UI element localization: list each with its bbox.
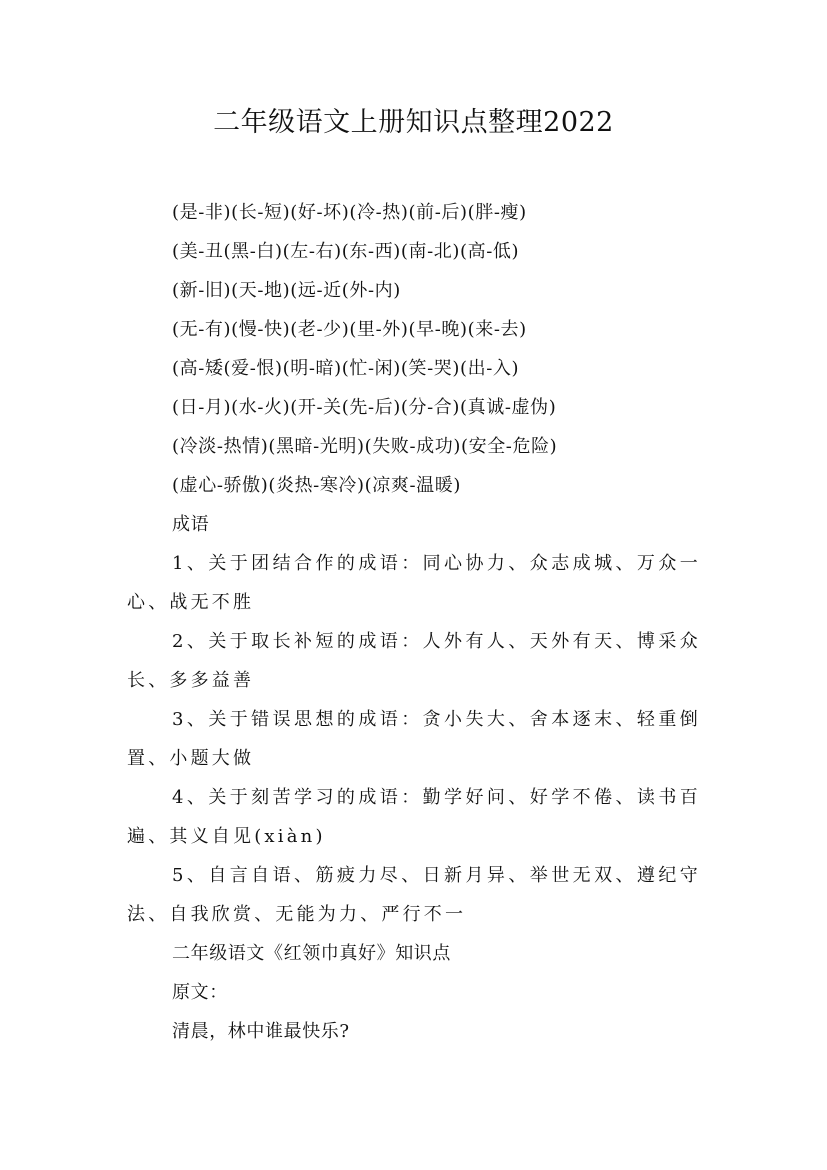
antonym-line: (新-旧)(天-地)(远-近(外-内) <box>172 280 401 301</box>
idiom-paragraph: 1、关于团结合作的成语：同心协力、众志成城、万众一心、战无不胜 <box>127 553 701 613</box>
antonym-line: (高-矮(爱-恨)(明-暗)(忙-闲)(笑-哭)(出-入) <box>172 358 520 379</box>
antonym-line: (日-月)(水-火)(开-关(先-后)(分-合)(真诚-虚伪) <box>172 397 557 418</box>
text-line: 清晨，林中谁最快乐? <box>172 1021 350 1042</box>
antonym-line: (美-丑(黑-白)(左-右)(东-西)(南-北)(高-低) <box>172 241 520 262</box>
antonym-line: (无-有)(慢-快)(老-少)(里-外)(早-晚)(来-去) <box>172 319 527 340</box>
idiom-paragraph: 4、关于刻苦学习的成语：勤学好问、好学不倦、读书百遍、其义自见(xiàn) <box>127 787 701 847</box>
original-text-label: 原文： <box>172 982 228 1003</box>
document-body <box>127 193 701 1051</box>
antonym-line: (虚心-骄傲)(炎热-寒冷)(凉爽-温暖) <box>172 475 461 496</box>
document-title: 二年级语文上册知识点整理2022 <box>213 107 614 138</box>
idiom-paragraph: 5、自言自语、筋疲力尽、日新月异、举世无双、遵纪守法、自我欣赏、无能为力、严行不一 <box>127 865 701 925</box>
idiom-paragraph: 2、关于取长补短的成语：人外有人、天外有天、博采众长、多多益善 <box>127 631 701 691</box>
antonym-line: (冷淡-热情)(黑暗-光明)(失败-成功)(安全-危险) <box>172 436 558 457</box>
idiom-heading: 成语 <box>172 514 210 535</box>
section-heading: 二年级语文《红领巾真好》知识点 <box>172 943 451 964</box>
idiom-paragraph: 3、关于错误思想的成语：贪小失大、舍本逐末、轻重倒置、小题大做 <box>127 709 701 769</box>
antonym-line: (是-非)(长-短)(好-坏)(冷-热)(前-后)(胖-瘦) <box>172 202 527 223</box>
